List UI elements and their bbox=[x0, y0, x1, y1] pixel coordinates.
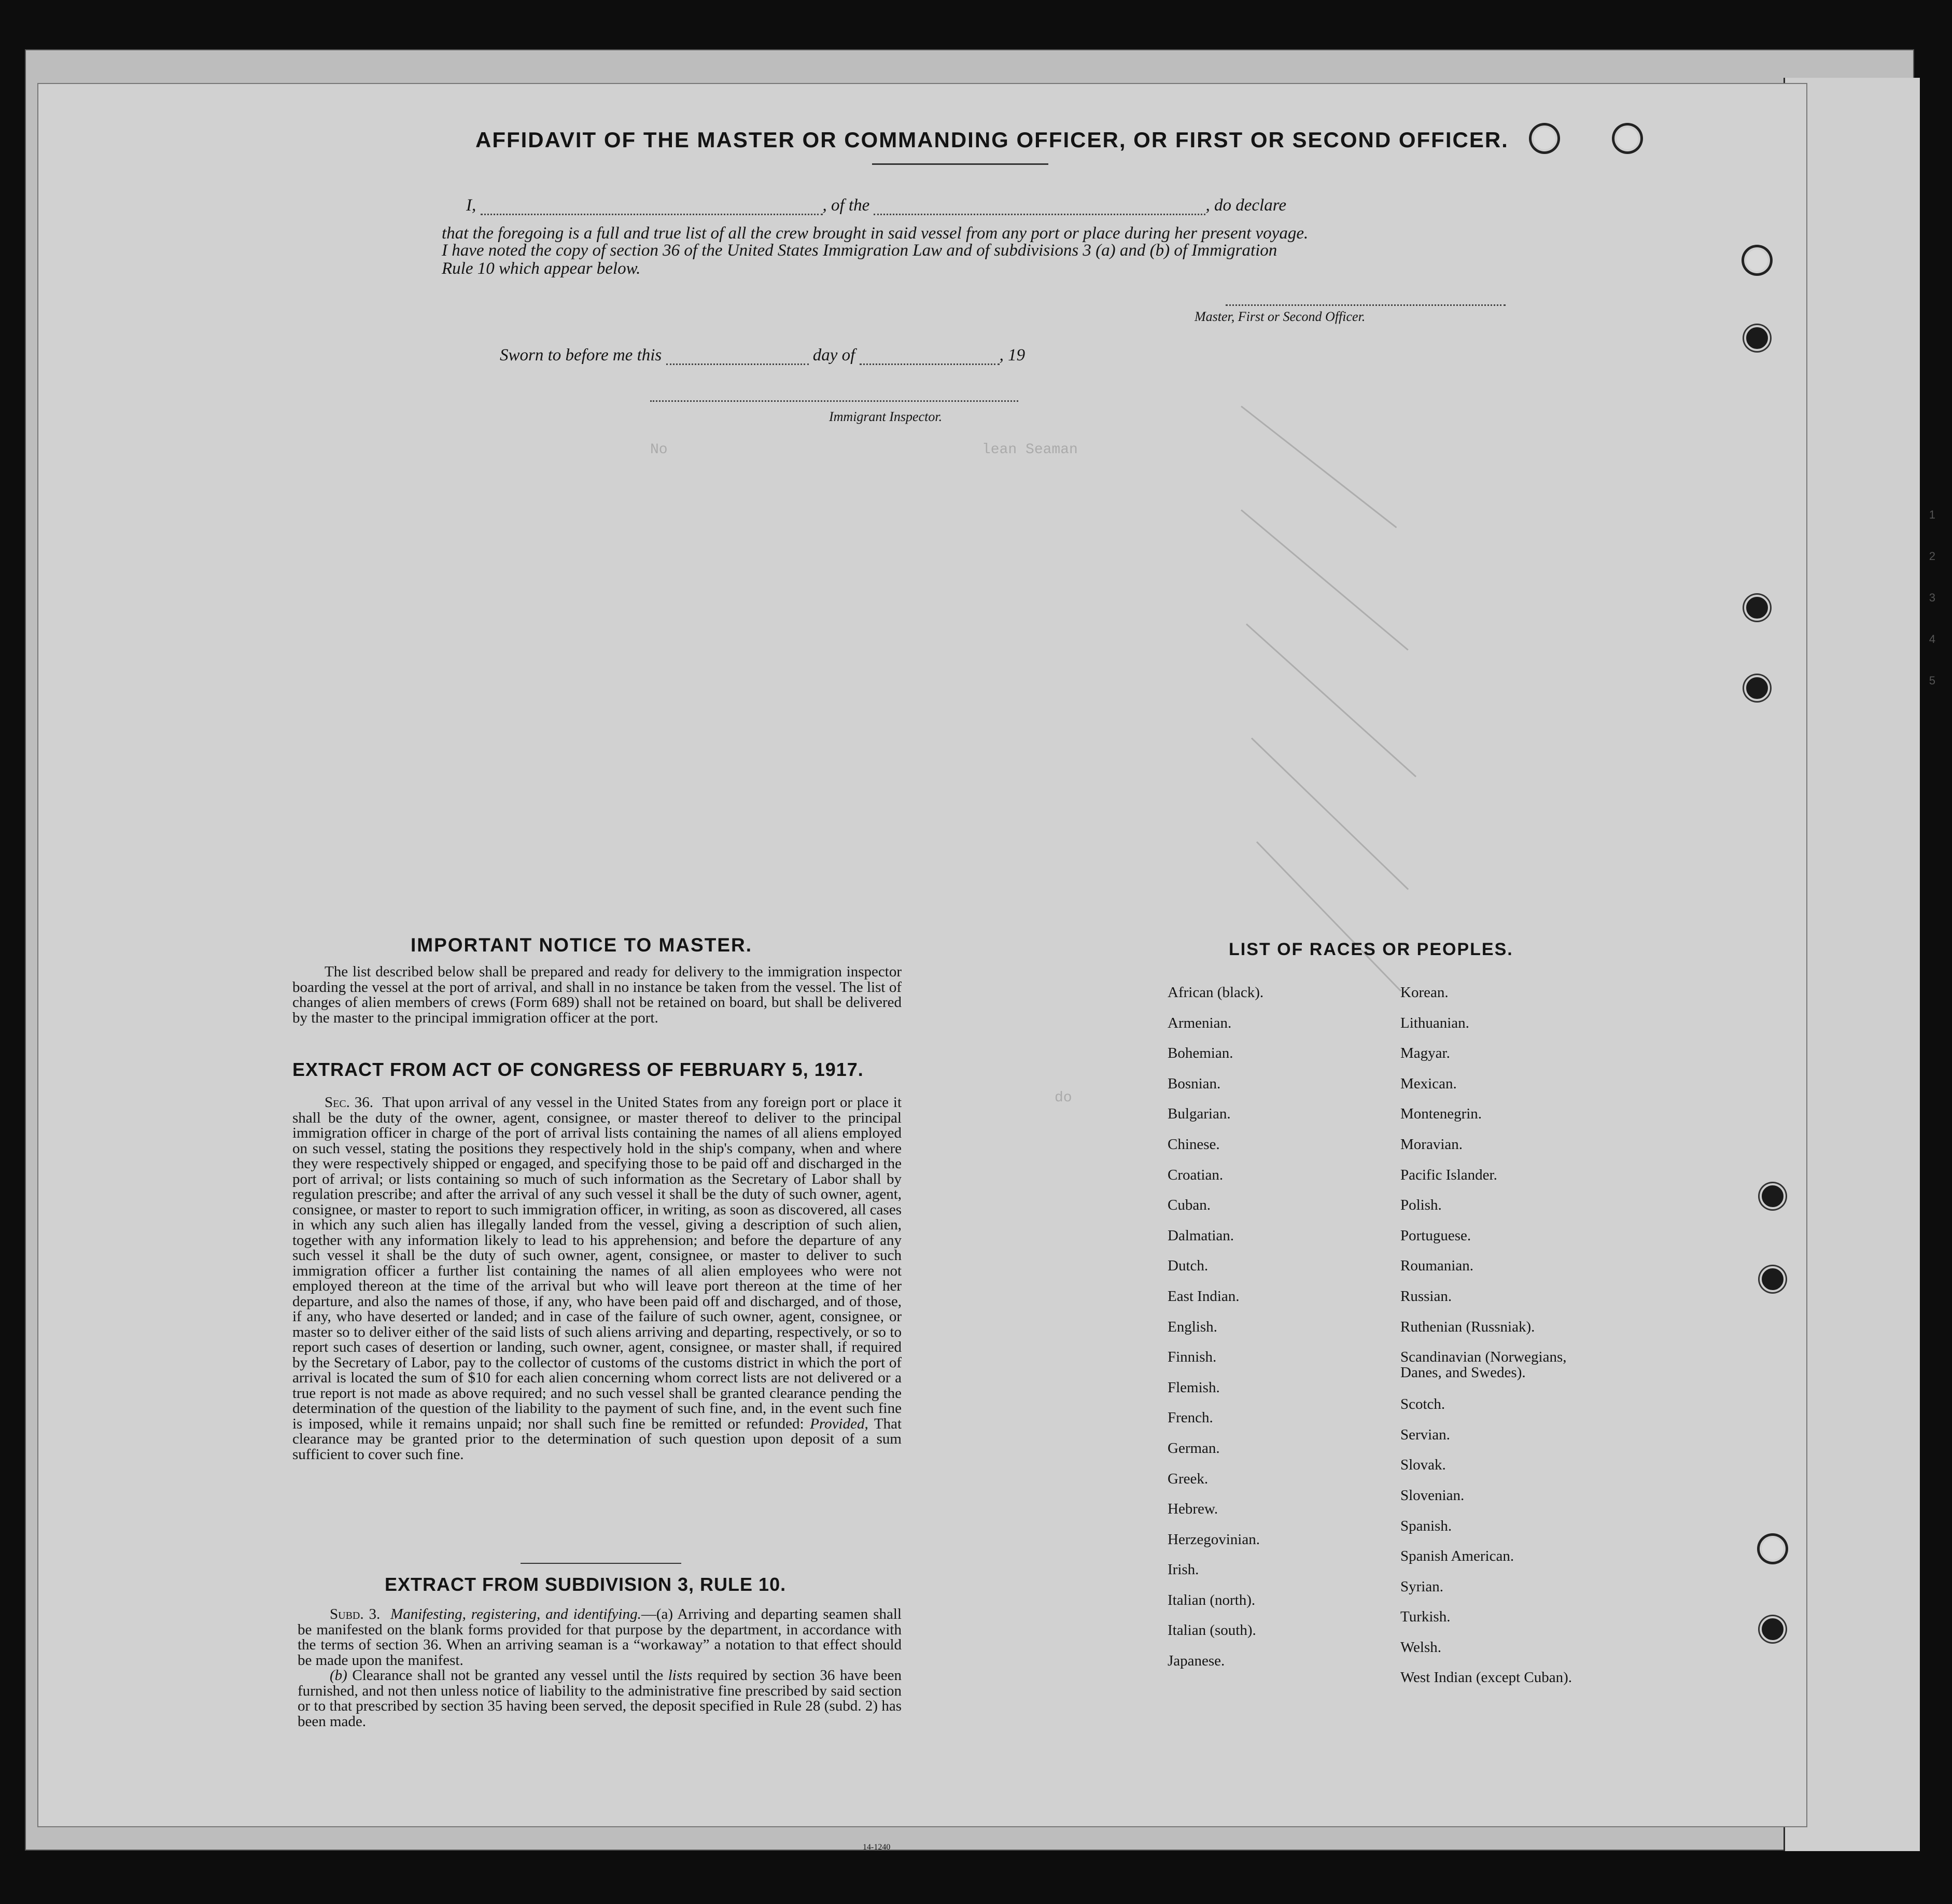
affidavit-page bbox=[37, 83, 1807, 1852]
proviso-text: That clearance may be granted prior to the determination of such question upon deposit of a sum sufficient to cover such fine. bbox=[292, 1415, 902, 1463]
race-item: Pacific Islander. bbox=[1400, 1166, 1497, 1183]
race-item: Scotch. bbox=[1400, 1396, 1445, 1413]
race-item: Herzegovinian. bbox=[1168, 1531, 1260, 1548]
section-36-paragraph bbox=[292, 1095, 902, 1462]
race-item: Dutch. bbox=[1168, 1257, 1209, 1275]
bleed-through-stroke bbox=[1246, 623, 1416, 777]
race-item: Bohemian. bbox=[1168, 1045, 1233, 1062]
race-item: Cuban. bbox=[1168, 1197, 1211, 1214]
sworn-before-text: Sworn to before me this bbox=[500, 346, 662, 365]
declaration-do-declare: , do declare bbox=[1205, 196, 1286, 215]
binder-hole bbox=[1744, 595, 1770, 621]
race-item: African (black). bbox=[1168, 984, 1264, 1001]
binder-hole bbox=[1614, 125, 1640, 151]
binder-hole bbox=[1532, 125, 1557, 151]
sworn-day-blank[interactable] bbox=[666, 353, 809, 365]
race-item: West Indian (except Cuban). bbox=[1400, 1669, 1572, 1686]
bleed-through-stroke bbox=[1241, 405, 1397, 528]
race-item: Welsh. bbox=[1400, 1639, 1442, 1656]
proviso-word: Provided, bbox=[810, 1415, 868, 1432]
subdivision-a-paragraph bbox=[298, 1607, 902, 1668]
subdivision-label: Subd. 3. bbox=[330, 1606, 381, 1622]
title-rule bbox=[872, 163, 1048, 165]
bleed-through-text: do bbox=[1055, 1090, 1072, 1106]
race-item: Greek. bbox=[1168, 1470, 1209, 1487]
para-b-text-2: required by section 36 have been furnished, and not then unless notice of liability to the administrative fine prescribed by said section or to that prescribed by section 35 having been served, the deposit specified in Rule 28 (subd. 2) has been made. bbox=[298, 1667, 902, 1730]
race-item: English. bbox=[1168, 1318, 1217, 1335]
race-item: Bosnian. bbox=[1168, 1075, 1221, 1092]
race-item: Servian. bbox=[1400, 1426, 1450, 1443]
edge-row-number: 4 bbox=[1929, 633, 1935, 646]
sworn-month-blank[interactable] bbox=[860, 353, 1000, 365]
race-item: Portuguese. bbox=[1400, 1227, 1471, 1244]
race-item: Ruthenian (Russniak). bbox=[1400, 1318, 1535, 1335]
race-item: Syrian. bbox=[1400, 1578, 1443, 1595]
bleed-through-text: No bbox=[650, 442, 668, 458]
act-extract-text bbox=[292, 1095, 902, 1462]
declaration-of-the: , of the bbox=[822, 196, 870, 215]
declaration-i: I, bbox=[466, 196, 476, 215]
race-item: German. bbox=[1168, 1439, 1220, 1457]
race-item: Bulgarian. bbox=[1168, 1105, 1231, 1123]
notice-text bbox=[292, 964, 902, 1026]
form-number: 14-1240 bbox=[863, 1843, 891, 1852]
race-item: Slovenian. bbox=[1400, 1487, 1465, 1504]
section-36-text: That upon arrival of any vessel in the United States from any foreign port or place it shall be the duty of the owner, agent, consignee, or master thereof to deliver to the principal immigration officer in charge of the port of arrival lists containing the names of all aliens employed on such vessel, stating the positions they respectively hold in the ship's company, when and where they were respectively shipped or engaged, and specifying those to be paid off and discharged in the port of arrival; or lists containing so much of such information as the Secretary of Labor shall by regulation prescribe; and after the arrival of any such vessel it shall be the duty of such owner, agent, consignee, or master to report to such immigration officer, in writing, as soon as discovered, all cases in which any such alien has illegally landed from the vessel, giving a description of such alien, together with any information likely to lead to his apprehension; and before the departure of any such vessel it shall be the duty of such owner, agent, consignee, or master to deliver to such immigration officer a further list containing the names of all alien employees who were not employed thereon at the time of the arrival but who will leave port thereon at the time of her departure, and also the names of those, if any, who have been paid off and discharged, and of those, if any, who have deserted or landed; and in case of the failure of such owner, agent, consignee, or master so to deliver either of the said lists of such aliens arriving and departing, respectively, or so to report such cases of desertion or landing, such owner, agent, consignee, or master shall, if required by the Secretary of Labor, pay to the collector of customs of the customs district in which the port of arrival is located the sum of $10 for each alien concerning whom correct lists are not delivered or a true report is not made as above required; and no such vessel shall be granted clearance pending the determination of the question of the liability to the payment of such fine, and, in the event such fine is imposed, while it remains unpaid; nor shall such fine be remitted or refunded: bbox=[292, 1094, 902, 1432]
race-item: Irish. bbox=[1168, 1561, 1199, 1578]
binder-hole bbox=[1760, 1183, 1786, 1209]
race-item: Spanish American. bbox=[1400, 1548, 1514, 1565]
affidavit-line-2: that the foregoing is a full and true list of all the crew brought in said vessel from any port or place during her present voyage. bbox=[442, 224, 1309, 243]
race-item: Roumanian. bbox=[1400, 1257, 1473, 1275]
bleed-through-stroke bbox=[1256, 841, 1401, 991]
race-item: Hebrew. bbox=[1168, 1501, 1218, 1518]
affidavit-line-4: Rule 10 which appear below. bbox=[442, 259, 641, 278]
sworn-year-text: , 19 bbox=[999, 346, 1026, 365]
binder-hole bbox=[1744, 247, 1770, 273]
race-item: Dalmatian. bbox=[1168, 1227, 1234, 1244]
edge-row-number: 5 bbox=[1929, 674, 1935, 687]
race-item: Armenian. bbox=[1168, 1014, 1232, 1031]
notice-title: IMPORTANT NOTICE TO MASTER. bbox=[411, 934, 753, 956]
inspector-signature-label: Immigrant Inspector. bbox=[829, 409, 943, 424]
bleed-through-stroke bbox=[1251, 737, 1409, 890]
sworn-day-of-text: day of bbox=[812, 346, 855, 365]
para-b-marker: (b) bbox=[330, 1667, 347, 1684]
race-item: Polish. bbox=[1400, 1197, 1442, 1214]
subdivision-heading: Manifesting, registering, and identifying. bbox=[390, 1606, 641, 1622]
notice-paragraph: The list described below shall be prepared and ready for delivery to the immigration inspector boarding the vessel at the port of arrival, and shall in no instance be taken from the vessel. The list of changes of alien members of crews (Form 689) shall not be retained on board, but shall be delivered by the master to the principal immigration officer at the port. bbox=[292, 963, 902, 1026]
para-a-text: Arriving and departing seamen shall be manifested on the blank forms provided for that purpose by the department, in accordance with the terms of section 36. When an arriving seaman is a “workaway” a notation to that effect should be made upon the manifest. bbox=[298, 1606, 902, 1669]
race-item: Russian. bbox=[1400, 1287, 1452, 1305]
race-item: French. bbox=[1168, 1409, 1213, 1426]
act-extract-title: EXTRACT FROM ACT OF CONGRESS OF FEBRUARY 5, 1917. bbox=[292, 1059, 864, 1080]
race-item: Scandinavian (Norwegians, Danes, and Swedes). bbox=[1400, 1349, 1567, 1381]
race-item: East Indian. bbox=[1168, 1287, 1240, 1305]
affidavit-declaration-line bbox=[466, 196, 1286, 215]
master-signature-label: Master, First or Second Officer. bbox=[1195, 309, 1366, 324]
edge-row-number: 1 bbox=[1929, 508, 1935, 521]
race-item: Lithuanian. bbox=[1400, 1014, 1469, 1031]
bleed-through-text: lean Seaman bbox=[982, 442, 1078, 458]
races-title: LIST OF RACES OR PEOPLES. bbox=[1229, 940, 1513, 959]
para-b-text-1: Clearance shall not be granted any vessel until the bbox=[352, 1667, 664, 1684]
race-item: Spanish. bbox=[1400, 1517, 1452, 1534]
section-rule bbox=[521, 1563, 681, 1564]
race-item: Turkish. bbox=[1400, 1608, 1451, 1626]
name-blank[interactable] bbox=[481, 203, 823, 215]
inspector-signature-line[interactable] bbox=[650, 400, 1018, 402]
affidavit-title: AFFIDAVIT OF THE MASTER OR COMMANDING OFFICER, OR FIRST OR SECOND OFFICER. bbox=[475, 128, 1509, 152]
race-item: Italian (north). bbox=[1168, 1591, 1256, 1608]
race-item: Flemish. bbox=[1168, 1379, 1220, 1396]
para-a-marker: —(a) bbox=[641, 1606, 673, 1622]
binder-hole bbox=[1760, 1266, 1786, 1292]
affidavit-line-3: I have noted the copy of section 36 of the United States Immigration Law and of subdivisions 3 (a) and (b) of Immigration bbox=[442, 241, 1277, 260]
race-item: Magyar. bbox=[1400, 1045, 1450, 1062]
race-item: Finnish. bbox=[1168, 1349, 1217, 1366]
subdivision-b-paragraph bbox=[298, 1668, 902, 1729]
binder-hole bbox=[1760, 1536, 1786, 1562]
race-item: Korean. bbox=[1400, 984, 1449, 1001]
race-item: Croatian. bbox=[1168, 1166, 1224, 1183]
race-item: Slovak. bbox=[1400, 1457, 1446, 1474]
edge-row-number: 3 bbox=[1929, 591, 1935, 604]
race-item: Chinese. bbox=[1168, 1136, 1220, 1153]
vessel-blank[interactable] bbox=[874, 203, 1205, 215]
binder-hole bbox=[1744, 675, 1770, 701]
race-item: Italian (south). bbox=[1168, 1622, 1256, 1639]
master-signature-line[interactable] bbox=[1226, 304, 1506, 306]
races-right-column bbox=[1400, 985, 1587, 1700]
binder-hole bbox=[1760, 1616, 1786, 1642]
race-item: Montenegrin. bbox=[1400, 1105, 1482, 1123]
race-item: Moravian. bbox=[1400, 1136, 1463, 1153]
binder-hole bbox=[1744, 325, 1770, 351]
para-b-lists: lists bbox=[668, 1667, 693, 1684]
bleed-through-stroke bbox=[1241, 509, 1409, 650]
sworn-line bbox=[500, 346, 1025, 365]
section-label: Sec. 36. bbox=[325, 1094, 374, 1111]
race-item: Mexican. bbox=[1400, 1075, 1457, 1092]
rule-extract-title: EXTRACT FROM SUBDIVISION 3, RULE 10. bbox=[385, 1574, 787, 1595]
rule-extract-text bbox=[298, 1607, 902, 1729]
edge-row-number: 2 bbox=[1929, 550, 1935, 563]
races-left-column bbox=[1168, 985, 1263, 1684]
race-item: Japanese. bbox=[1168, 1653, 1225, 1670]
